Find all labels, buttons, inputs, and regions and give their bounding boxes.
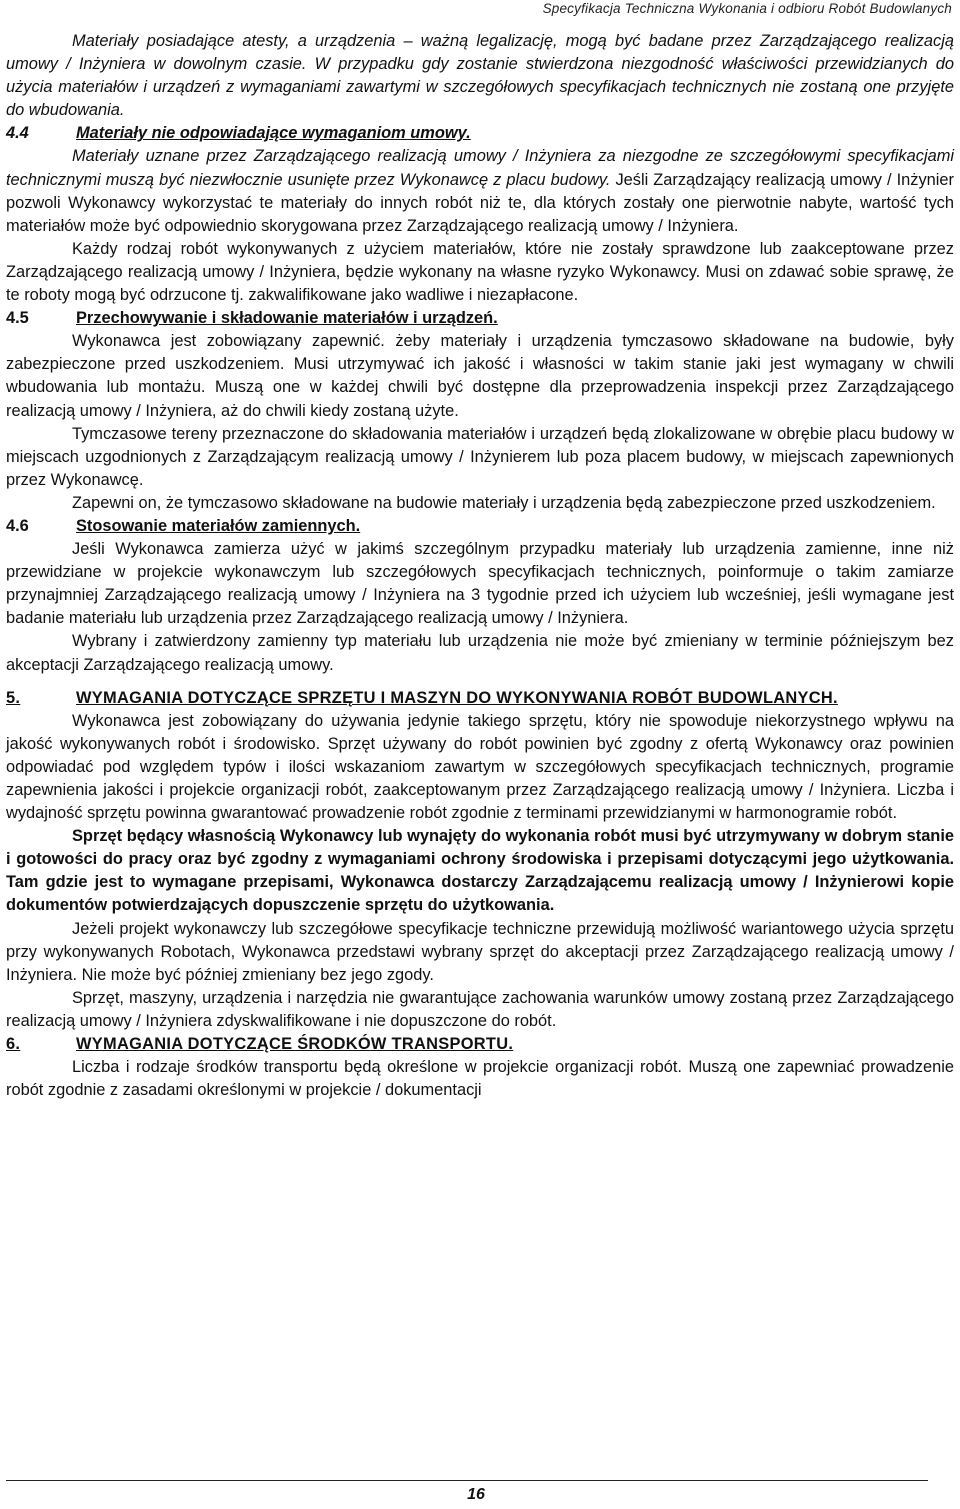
section-title: Stosowanie materiałów zamiennych. <box>76 516 361 535</box>
section-title: WYMAGANIA DOTYCZĄCE SPRZĘTU I MASZYN DO WYKONYWANIA ROBÓT BUDOWLANYCH. <box>76 688 838 707</box>
section-title: WYMAGANIA DOTYCZĄCE ŚRODKÓW TRANSPORTU. <box>76 1035 514 1054</box>
section-title: Materiały nie odpowiadające wymaganiom umowy. <box>76 124 471 143</box>
paragraph-italic-part: Materiały uznane przez Zarządzającego realizacją umowy / Inżyniera za niezgodne ze szczegółowymi specyfikacjami technicznymi muszą być niezwłocznie usunięte przez Wykonawcę z placu budowy. <box>6 147 954 189</box>
paragraph-equipment-variants: Jeżeli projekt wykonawczy lub szczegółowe specyfikacje techniczne przewidują możliwość wariantowego użycia sprzętu przy wykonywanych Robotach, Wykonawca przedstawi wybrany sprzęt do akceptacji przez Zarządzającego realizacją umowy / Inżyniera. Nie może być później zmieniany bez jego zgody. <box>6 919 954 984</box>
running-header: Specyfikacja Techniczna Wykonania i odbioru Robót Budowlanych <box>542 1 952 16</box>
page-number: 16 <box>467 1486 485 1503</box>
paragraph-normal-part: Jeśli Zarządzający realizacją umowy / Inżynier pozwoli Wykonawcy wykorzystać te materiały do innych robót niż te, dla których zostały one pierwotnie nabyte, wartość tych materiałów może być odpowiednio skorygowana przez Zarządzającego realizacją umowy / Inżyniera. <box>6 170 954 235</box>
paragraph-materials-testing: Materiały posiadające atesty, a urządzenia – ważną legalizację, mogą być badane przez Zarządzającego realizacją umowy / Inżyniera w dowolnym czasie. W przypadku gdy zostanie stwierdzona niezgodność właściwości przewidzianych do użycia materiałów i urządzeń z wymaganiami zawartymi w szczegółowych specyfikacjach technicznych nie zostaną one przyjęte do wbudowania. <box>6 32 954 120</box>
section-heading-4-5 <box>6 307 954 330</box>
section-spacer <box>6 677 954 687</box>
paragraph-equipment-disqualification: Sprzęt, maszyny, urządzenia i narzędzia nie gwarantujące zachowania warunków umowy zostaną przez Zarządzającego realizacją umowy / Inżyniera zdyskwalifikowane i nie dopuszczone do robót. <box>6 988 954 1030</box>
section-number: 5. <box>6 688 21 707</box>
footer-divider <box>6 1480 928 1481</box>
section-number: 6. <box>6 1035 21 1054</box>
section-heading-5 <box>6 687 954 710</box>
paragraph-unverified-works: Każdy rodzaj robót wykonywanych z użyciem materiałów, które nie zostały sprawdzone lub zaakceptowane przez Zarządzającego realizacją umowy / Inżyniera, będzie wykonany na własne ryzyko Wykonawcy. Musi on zdawać sobie sprawę, że te roboty mogą być odrzucone tj. zakwalifikowane jako wadliwe i niezapłacone. <box>6 239 954 305</box>
section-heading-4-4 <box>6 122 954 145</box>
section-number: 4.4 <box>6 124 29 143</box>
section-title: Przechowywanie i składowanie materiałów i urządzeń. <box>76 309 498 328</box>
paragraph-storage-protection: Wykonawca jest zobowiązany zapewnić. żeby materiały i urządzenia tymczasowo składowane na budowie, były zabezpieczone przed uszkodzeniem. Musi utrzymywać ich jakość i własności w takim stanie jaki jest wymagany w chwili wbudowania lub montażu. Muszą one w każdej chwili być dostępne dla przeprowadzenia inspekcji przez Zarządzającego realizacją umowy / Inżyniera, aż do chwili kiedy zostaną użyte. <box>6 332 954 420</box>
paragraph-storage-safety: Zapewni on, że tymczasowo składowane na budowie materiały i urządzenia będą zabezpieczone przed uszkodzeniem. <box>72 493 936 512</box>
paragraph-equipment-requirements: Wykonawca jest zobowiązany do używania jedynie takiego sprzętu, który nie spowoduje niekorzystnego wpływu na jakość wykonywanych robót i środowisko. Sprzęt używany do robót powinien być zgodny z ofertą Wykonawcy oraz powinien odpowiadać pod względem typów i ilości wskazaniom zawartym w szczegółowych specyfikacjach technicznych, programie zapewnienia jakości i projekcie organizacji robót, zaakceptowanym przez Zarządzającego realizacją umowy / Inżyniera. Liczba i wydajność sprzętu powinna gwarantować prowadzenie robót zgodnie z terminami przewidzianymi w harmonogramie robót. <box>6 711 954 823</box>
paragraph-nonconforming-materials <box>6 145 954 237</box>
section-heading-4-6 <box>6 515 954 538</box>
paragraph-transport-means: Liczba i rodzaje środków transportu będą określone w projekcie organizacji robót. Muszą one zapewniać prowadzenie robót zgodnie z zasadami określonymi w projekcie / dokumentacji <box>6 1058 954 1100</box>
document-body <box>6 30 954 1102</box>
section-number: 4.5 <box>6 309 29 328</box>
paragraph-approved-substitute: Wybrany i zatwierdzony zamienny typ materiału lub urządzenia nie może być zmieniany w terminie późniejszym bez akceptacji Zarządzającego realizacją umowy. <box>6 632 954 674</box>
section-number: 4.6 <box>6 516 29 535</box>
section-heading-6 <box>6 1033 954 1056</box>
paragraph-substitute-materials: Jeśli Wykonawca zamierza użyć w jakimś szczególnym przypadku materiały lub urządzenia zamienne, inne niż przewidziane w projekcie wykonawczym lub szczegółowych specyfikacjach technicznych, poinformuje o takim zamiarze przynajmniej Zarządzającego realizacją umowy / Inżyniera na 3 tygodnie przed ich użyciem lub wcześniej, jeśli wymagane jest badanie materiału lub urządzenia przez Zarządzającego realizacją umowy / Inżyniera. <box>6 540 954 628</box>
paragraph-storage-areas: Tymczasowe tereny przeznaczone do składowania materiałów i urządzeń będą zlokalizowane w obrębie placu budowy w miejscach uzgodnionych z Zarządzającym realizacją umowy / Inżynierem lub poza placem budowy, w miejscach zapewnionych przez Wykonawcę. <box>6 424 954 489</box>
paragraph-equipment-condition: Sprzęt będący własnością Wykonawcy lub wynajęty do wykonania robót musi być utrzymywany w dobrym stanie i gotowości do pracy oraz być zgodny z wymaganiami ochrony środowiska i przepisami dotyczącymi jego użytkowania. Tam gdzie jest to wymagane przepisami, Wykonawca dostarczy Zarządzającemu realizacją umowy / Inżynierowi kopie dokumentów potwierdzających dopuszczenie sprzętu do użytkowania. <box>6 827 954 915</box>
